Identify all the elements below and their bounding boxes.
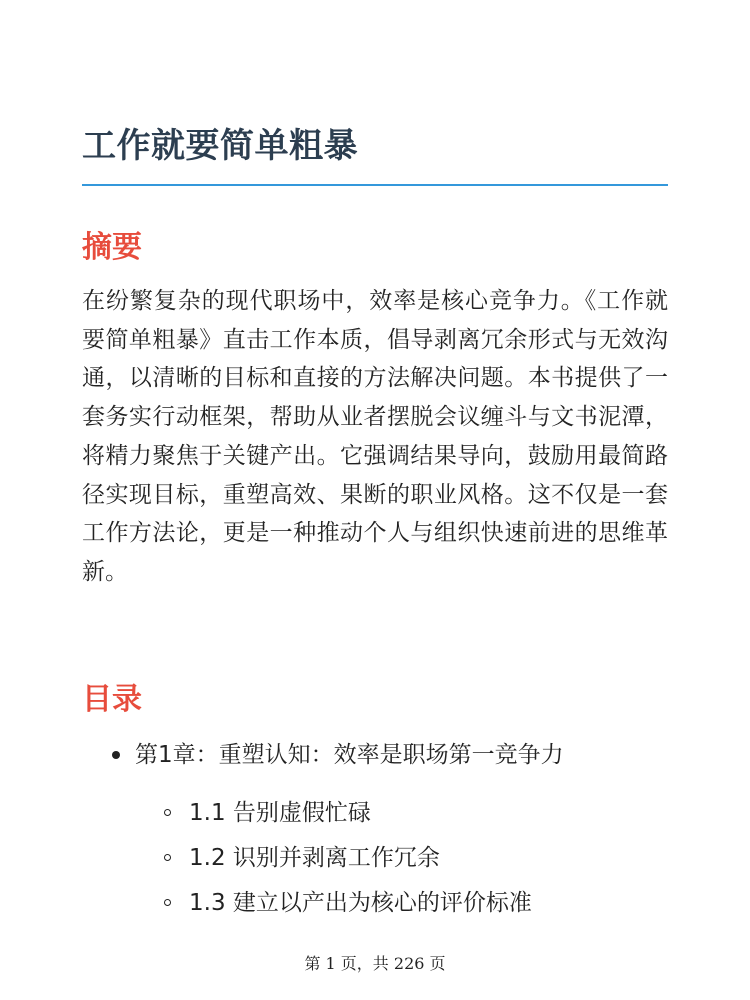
bullet-filled-icon [112,751,120,759]
toc-section-label: 1.2 识别并剥离工作冗余 [189,845,440,871]
toc-section-1-2 [82,836,668,881]
bullet-hollow-icon [164,809,171,816]
abstract-paragraph: 在纷繁复杂的现代职场中，效率是核心竞争力。《工作就要简单粗暴》直击工作本质，倡导剥离冗余形式与无效沟通，以清晰的目标和直接的方法解决问题。本书提供了一套务实行动框架，帮助从业者摆脱会议缠斗与文书泥潭，将精力聚焦于关键产出。它强调结果导向，鼓励用最简路径实现目标，重塑高效、果断的职业风格。这不仅是一套工作方法论，更是一种推动个人与组织快速前进的思维革新。 [82,288,668,585]
toc-chapter-label: 第1章：重塑认知：效率是职场第一竞争力 [135,742,564,768]
toc-section-label: 1.1 告别虚假忙碌 [189,800,371,826]
toc-section-list [82,791,668,926]
table-of-contents [82,736,668,926]
page-number-footer: 第 1 页，共 226 页 [304,954,446,973]
toc-section-1-3 [82,881,668,926]
toc-chapter-item [82,736,668,926]
bullet-hollow-icon [164,854,171,861]
document-title: 工作就要简单粗暴 [82,126,358,166]
bullet-hollow-icon [164,899,171,906]
toc-heading: 目录 [82,682,142,717]
abstract-heading: 摘要 [82,230,142,265]
toc-section-label: 1.3 建立以产出为核心的评价标准 [189,890,532,916]
toc-section-1-1 [82,791,668,836]
title-divider [82,184,668,186]
toc-chapter-1 [82,736,668,774]
